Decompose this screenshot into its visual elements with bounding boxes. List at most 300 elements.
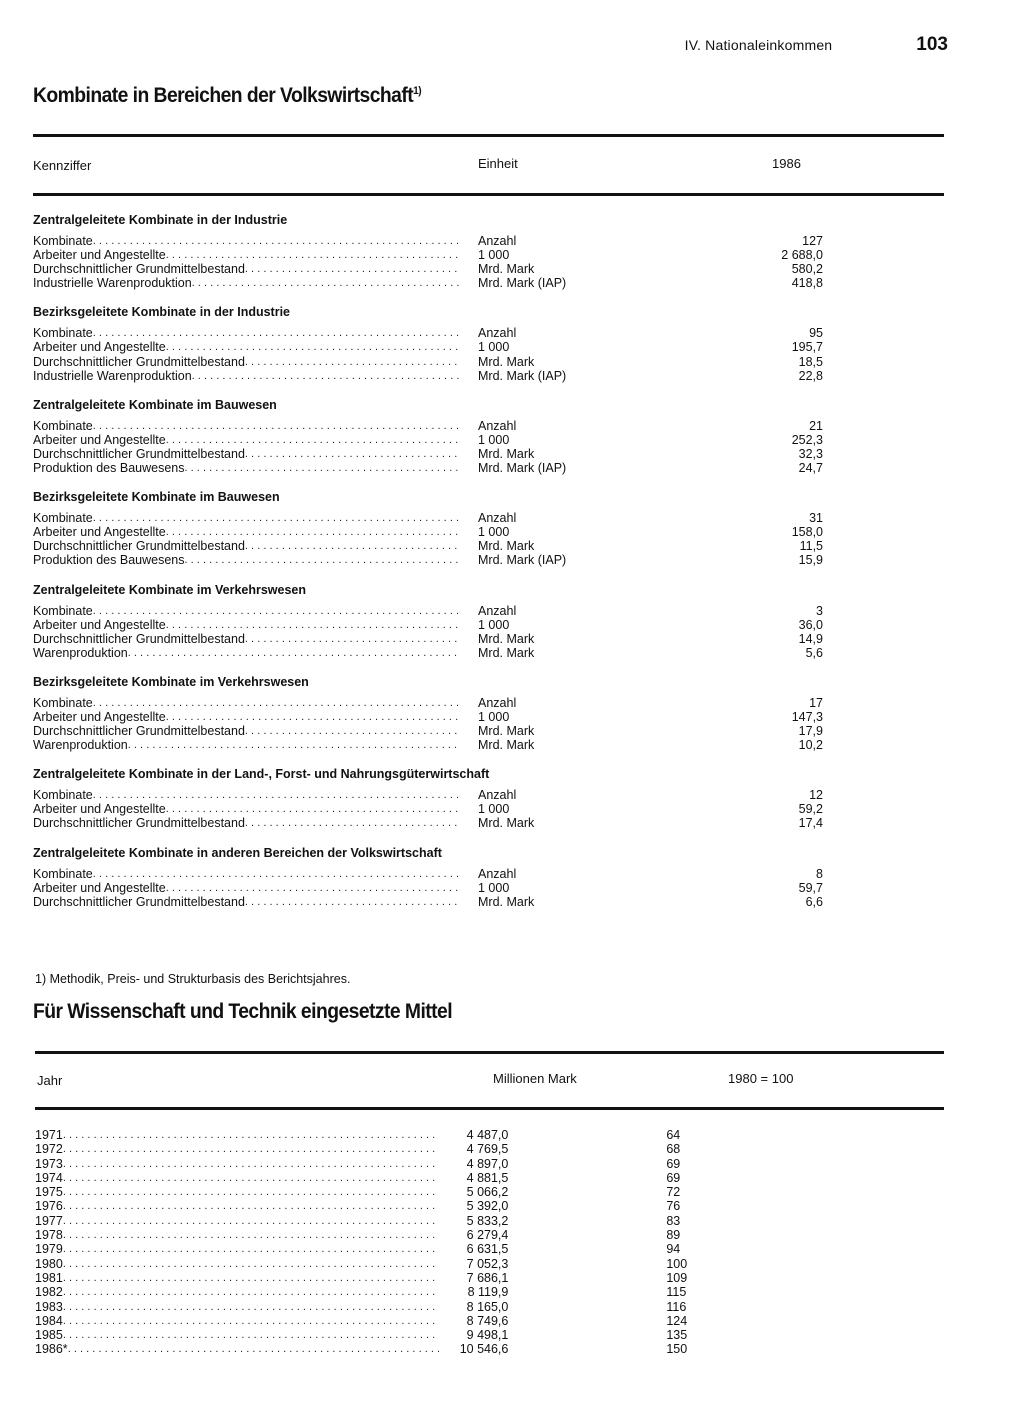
millionen-mark-value: 7 052,3 [466, 1256, 509, 1271]
year-cell [35, 1300, 439, 1314]
year-cell [35, 1214, 439, 1228]
table-section [33, 845, 823, 909]
millionen-mark-value: 4 487,0 [466, 1128, 509, 1142]
dot-leader [184, 553, 461, 567]
row-unit: Anzahl [478, 326, 517, 341]
row-value: 8 [816, 866, 823, 881]
year-cell [35, 1171, 439, 1185]
row-unit: Mrd. Mark (IAP) [478, 276, 567, 291]
table-row [35, 1214, 755, 1228]
year-label: 1986* [35, 1342, 68, 1357]
dot-leader [93, 788, 461, 802]
page-number: 103 [916, 34, 948, 55]
index-value: 68 [666, 1142, 681, 1157]
year-label: 1978 [35, 1228, 63, 1243]
row-value: 17,4 [798, 816, 823, 831]
index-value: 69 [666, 1170, 681, 1185]
row-label: Kombinate [33, 603, 93, 618]
table-row [33, 525, 823, 539]
dot-leader [93, 867, 461, 881]
year-cell [35, 1157, 439, 1171]
row-label-cell [33, 511, 461, 525]
row-unit: Mrd. Mark [478, 738, 535, 753]
year-cell [35, 1242, 439, 1256]
row-value: 2 688,0 [781, 248, 823, 263]
dot-leader [63, 1199, 439, 1213]
index-value: 83 [666, 1213, 681, 1228]
year-cell [35, 1257, 439, 1271]
dot-leader [63, 1271, 439, 1285]
row-unit: 1 000 [478, 709, 510, 724]
row-label: Arbeiter und Angestellte [33, 802, 166, 817]
row-value: 147,3 [791, 709, 823, 724]
row-value: 15,9 [798, 553, 823, 568]
row-value: 10,2 [798, 738, 823, 753]
dot-leader [93, 511, 461, 525]
table2-header-rule [35, 1107, 944, 1110]
row-label-cell [33, 788, 461, 802]
year-cell [35, 1185, 439, 1199]
row-label: Warenproduktion [33, 738, 128, 753]
table-row [33, 738, 823, 752]
row-label: Industrielle Warenproduktion [33, 276, 192, 291]
column-header-millionen-mark: Millionen Mark [493, 1071, 577, 1086]
row-label: Arbeiter und Angestellte [33, 432, 166, 447]
index-value: 116 [666, 1299, 687, 1314]
row-label-cell [33, 895, 461, 909]
year-cell [35, 1342, 439, 1356]
year-cell [35, 1271, 439, 1285]
dot-leader [245, 724, 461, 738]
row-unit: Mrd. Mark [478, 354, 535, 369]
row-value: 418,8 [791, 276, 823, 291]
dot-leader [63, 1328, 439, 1342]
row-label-cell [33, 326, 461, 340]
year-label: 1985 [35, 1328, 63, 1343]
dot-leader [63, 1214, 439, 1228]
table1-footnote: 1) Methodik, Preis- und Strukturbasis des Berichtsjahres. [35, 972, 351, 986]
dot-leader [128, 738, 461, 752]
table1-header-rule [33, 193, 944, 196]
dot-leader [93, 696, 461, 710]
index-value: 72 [666, 1185, 681, 1200]
year-cell [35, 1285, 439, 1299]
table-row [33, 419, 823, 433]
dot-leader [63, 1228, 439, 1242]
index-value: 124 [666, 1313, 688, 1328]
table-row [35, 1271, 755, 1285]
millionen-mark-value: 8 749,6 [466, 1313, 509, 1328]
table-row [33, 262, 823, 276]
dot-leader [166, 248, 461, 262]
year-label: 1981 [35, 1270, 63, 1285]
page-header [685, 34, 948, 56]
table-row [35, 1342, 755, 1356]
year-label: 1973 [35, 1156, 63, 1171]
dot-leader [192, 276, 461, 290]
row-value: 580,2 [791, 262, 823, 277]
row-value: 17,9 [798, 724, 823, 739]
row-label: Produktion des Bauwesens [33, 461, 185, 476]
table-row [33, 326, 823, 340]
dot-leader [63, 1300, 439, 1314]
row-unit: Mrd. Mark [478, 645, 535, 660]
table-row [35, 1257, 755, 1271]
column-header-einheit: Einheit [478, 156, 518, 171]
year-label: 1971 [35, 1128, 63, 1142]
dot-leader [166, 802, 461, 816]
row-unit: Mrd. Mark [478, 631, 535, 646]
row-label-cell [33, 867, 461, 881]
millionen-mark-value: 8 165,0 [466, 1299, 509, 1314]
table-row [33, 895, 823, 909]
dot-leader [63, 1285, 439, 1299]
year-cell [35, 1142, 439, 1156]
row-label-cell [33, 433, 461, 447]
table-row [35, 1228, 755, 1242]
row-unit: Mrd. Mark [478, 894, 535, 909]
row-label-cell [33, 419, 461, 433]
column-header-kennziffer: Kennziffer [33, 158, 92, 173]
table-row [35, 1171, 755, 1185]
row-label: Kombinate [33, 695, 93, 710]
table-row [33, 511, 823, 525]
index-value: 135 [666, 1328, 688, 1343]
row-unit: Mrd. Mark [478, 816, 535, 831]
year-label: 1977 [35, 1213, 63, 1228]
table-section [33, 304, 823, 382]
row-value: 14,9 [798, 631, 823, 646]
index-value: 100 [666, 1256, 688, 1271]
row-label: Produktion des Bauwesens [33, 553, 185, 568]
table-row [33, 724, 823, 738]
row-label: Kombinate [33, 788, 93, 803]
year-label: 1984 [35, 1313, 63, 1328]
row-label: Industrielle Warenproduktion [33, 368, 192, 383]
year-label: 1980 [35, 1256, 63, 1271]
section-title: Zentralgeleitete Kombinate in der Industrie [33, 213, 288, 227]
dot-leader [192, 369, 461, 383]
table-row [35, 1285, 755, 1299]
row-label-cell [33, 262, 461, 276]
dot-leader [245, 262, 461, 276]
millionen-mark-value: 5 392,0 [466, 1199, 509, 1214]
dot-leader [93, 326, 461, 340]
row-value: 11,5 [799, 539, 823, 554]
row-label: Kombinate [33, 234, 93, 248]
index-value: 115 [666, 1285, 687, 1300]
row-label-cell [33, 539, 461, 553]
dot-leader [245, 816, 461, 830]
table-row [35, 1157, 755, 1171]
year-label: 1976 [35, 1199, 63, 1214]
column-header-jahr: Jahr [37, 1073, 63, 1088]
table-row [33, 340, 823, 354]
row-unit: Mrd. Mark [478, 724, 535, 739]
dot-leader [68, 1342, 439, 1356]
table1-top-rule [33, 134, 944, 137]
year-cell [35, 1328, 439, 1342]
row-label-cell [33, 802, 461, 816]
dot-leader [93, 234, 461, 248]
table-row [33, 696, 823, 710]
row-unit: Anzahl [478, 418, 517, 433]
table-section [33, 674, 823, 752]
row-label-cell [33, 525, 461, 539]
row-unit: Anzahl [478, 234, 517, 248]
year-cell [35, 1128, 439, 1142]
row-label-cell [33, 604, 461, 618]
column-header-index: 1980 = 100 [728, 1071, 794, 1086]
row-label: Arbeiter und Angestellte [33, 248, 166, 263]
row-unit: 1 000 [478, 880, 510, 895]
table-row [33, 881, 823, 895]
dot-leader [166, 433, 461, 447]
year-label: 1975 [35, 1185, 63, 1200]
year-cell [35, 1199, 439, 1213]
millionen-mark-value: 4 769,5 [466, 1142, 509, 1157]
table-row [33, 234, 823, 248]
row-value: 252,3 [791, 432, 823, 447]
millionen-mark-value: 7 686,1 [466, 1270, 509, 1285]
year-label: 1974 [35, 1170, 63, 1185]
row-unit: Mrd. Mark (IAP) [478, 461, 567, 476]
dot-leader [63, 1157, 439, 1171]
row-label: Arbeiter und Angestellte [33, 525, 166, 540]
table-section [33, 489, 823, 567]
index-value: 64 [666, 1128, 681, 1142]
row-value: 21 [809, 418, 823, 433]
index-value: 109 [666, 1270, 688, 1285]
row-label: Durchschnittlicher Grundmittelbestand [33, 539, 245, 554]
row-value: 22,8 [798, 368, 823, 383]
index-value: 89 [666, 1228, 681, 1243]
table-section [33, 212, 823, 290]
row-label-cell [33, 340, 461, 354]
dot-leader [166, 881, 461, 895]
row-unit: 1 000 [478, 340, 510, 355]
row-value: 32,3 [798, 446, 823, 461]
year-label: 1972 [35, 1142, 63, 1157]
row-label-cell [33, 710, 461, 724]
millionen-mark-value: 4 897,0 [466, 1156, 509, 1171]
row-value: 17 [809, 695, 823, 710]
row-value: 31 [809, 511, 823, 526]
table-row [35, 1300, 755, 1314]
row-label: Durchschnittlicher Grundmittelbestand [33, 631, 245, 646]
row-value: 127 [802, 234, 823, 248]
dot-leader [63, 1257, 439, 1271]
row-label: Durchschnittlicher Grundmittelbestand [33, 262, 245, 277]
row-label-cell [33, 738, 461, 752]
row-label-cell [33, 724, 461, 738]
row-label-cell [33, 447, 461, 461]
row-value: 18,5 [798, 354, 823, 369]
row-unit: Anzahl [478, 511, 517, 526]
table-section [33, 766, 823, 830]
row-unit: Mrd. Mark (IAP) [478, 553, 567, 568]
table-row [33, 618, 823, 632]
row-value: 158,0 [791, 525, 823, 540]
row-label-cell [33, 461, 461, 475]
row-unit: Anzahl [478, 603, 517, 618]
row-label-cell [33, 234, 461, 248]
title-footnote-mark: 1) [413, 85, 422, 97]
row-unit: 1 000 [478, 525, 510, 540]
dot-leader [184, 461, 461, 475]
year-label: 1979 [35, 1242, 63, 1257]
table-row [33, 355, 823, 369]
dot-leader [166, 710, 461, 724]
table-row [35, 1242, 755, 1256]
row-unit: Anzahl [478, 695, 517, 710]
table2-body [35, 1128, 755, 1357]
dot-leader [245, 355, 461, 369]
row-label-cell [33, 881, 461, 895]
row-value: 195,7 [791, 340, 823, 355]
row-value: 59,7 [798, 880, 823, 895]
table-row [33, 276, 823, 290]
table-section [33, 582, 823, 660]
index-value: 150 [666, 1342, 688, 1357]
millionen-mark-value: 9 498,1 [466, 1328, 509, 1343]
table1-title [33, 84, 421, 108]
row-label: Arbeiter und Angestellte [33, 709, 166, 724]
table-row [33, 433, 823, 447]
row-unit: 1 000 [478, 802, 510, 817]
row-value: 36,0 [798, 617, 823, 632]
row-label-cell [33, 369, 461, 383]
row-unit: Anzahl [478, 866, 517, 881]
chapter-title: IV. Nationaleinkommen [684, 37, 833, 53]
row-unit: Mrd. Mark [478, 539, 535, 554]
year-label: 1983 [35, 1299, 63, 1314]
section-title: Bezirksgeleitete Kombinate in der Industrie [33, 305, 291, 320]
section-title: Zentralgeleitete Kombinate in der Land-, Forst- und Nahrungsgüterwirtschaft [33, 767, 490, 782]
millionen-mark-value: 5 833,2 [466, 1213, 509, 1228]
row-unit: 1 000 [478, 248, 510, 263]
dot-leader [63, 1185, 439, 1199]
table-row [33, 539, 823, 553]
table-row [33, 553, 823, 567]
table-section [33, 397, 823, 475]
index-value: 94 [666, 1242, 681, 1257]
row-label: Arbeiter und Angestellte [33, 340, 166, 355]
row-label: Durchschnittlicher Grundmittelbestand [33, 446, 245, 461]
row-label-cell [33, 553, 461, 567]
index-value: 76 [666, 1199, 681, 1214]
section-title: Bezirksgeleitete Kombinate im Verkehrswesen [33, 674, 309, 689]
row-label: Warenproduktion [33, 645, 128, 660]
section-title: Bezirksgeleitete Kombinate im Bauwesen [33, 490, 280, 505]
dot-leader [245, 632, 461, 646]
dot-leader [63, 1128, 439, 1142]
table-row [33, 248, 823, 262]
dot-leader [245, 447, 461, 461]
table-row [33, 802, 823, 816]
millionen-mark-value: 6 631,5 [466, 1242, 509, 1257]
row-unit: Mrd. Mark [478, 446, 535, 461]
row-label-cell [33, 276, 461, 290]
row-value: 12 [809, 788, 823, 803]
table-row [33, 461, 823, 475]
section-title: Zentralgeleitete Kombinate im Bauwesen [33, 397, 277, 412]
dot-leader [63, 1242, 439, 1256]
dot-leader [63, 1142, 439, 1156]
row-label: Arbeiter und Angestellte [33, 617, 166, 632]
row-label-cell [33, 248, 461, 262]
table-row [35, 1328, 755, 1342]
dot-leader [245, 895, 461, 909]
table2-title: Für Wissenschaft und Technik eingesetzte Mittel [33, 1000, 453, 1023]
dot-leader [63, 1171, 439, 1185]
dot-leader [93, 419, 461, 433]
millionen-mark-value: 5 066,2 [466, 1185, 509, 1200]
section-title: Zentralgeleitete Kombinate im Verkehrswesen [33, 582, 307, 597]
table-row [35, 1199, 755, 1213]
table2-top-rule [35, 1051, 944, 1054]
table-row [33, 604, 823, 618]
year-cell [35, 1314, 439, 1328]
row-unit: Mrd. Mark [478, 262, 535, 277]
dot-leader [166, 618, 461, 632]
dot-leader [63, 1314, 439, 1328]
row-label-cell [33, 632, 461, 646]
row-label: Durchschnittlicher Grundmittelbestand [33, 894, 245, 909]
table-row [33, 788, 823, 802]
millionen-mark-value: 4 881,5 [466, 1170, 509, 1185]
year-label: 1982 [35, 1285, 63, 1300]
table1-title-text: Kombinate in Bereichen der Volkswirtschaft [33, 84, 414, 107]
row-value: 59,2 [798, 802, 823, 817]
row-value: 5,6 [805, 645, 823, 660]
table-row [33, 816, 823, 830]
millionen-mark-value: 6 279,4 [466, 1228, 509, 1243]
millionen-mark-value: 10 546,6 [459, 1342, 509, 1357]
dot-leader [93, 604, 461, 618]
table-row [35, 1128, 755, 1142]
column-header-year: 1986 [772, 156, 801, 171]
dot-leader [166, 340, 461, 354]
row-value: 6,6 [805, 894, 823, 909]
row-unit: 1 000 [478, 432, 510, 447]
year-cell [35, 1228, 439, 1242]
row-label: Durchschnittlicher Grundmittelbestand [33, 816, 245, 831]
row-label: Arbeiter und Angestellte [33, 880, 166, 895]
index-value: 69 [666, 1156, 681, 1171]
section-title: Zentralgeleitete Kombinate in anderen Bereichen der Volkswirtschaft [33, 845, 442, 860]
row-label: Kombinate [33, 866, 93, 881]
row-unit: Mrd. Mark (IAP) [478, 368, 567, 383]
table-row [33, 369, 823, 383]
row-label-cell [33, 816, 461, 830]
row-label: Kombinate [33, 326, 93, 341]
row-unit: Anzahl [478, 788, 517, 803]
table-row [35, 1314, 755, 1328]
table-row [33, 447, 823, 461]
row-unit: 1 000 [478, 617, 510, 632]
row-label-cell [33, 355, 461, 369]
table-row [33, 867, 823, 881]
row-value: 24,7 [798, 461, 823, 476]
row-label-cell [33, 696, 461, 710]
dot-leader [245, 539, 461, 553]
table-row [33, 632, 823, 646]
table1-body [33, 212, 823, 923]
row-label: Kombinate [33, 418, 93, 433]
row-label-cell [33, 618, 461, 632]
row-value: 3 [816, 603, 823, 618]
